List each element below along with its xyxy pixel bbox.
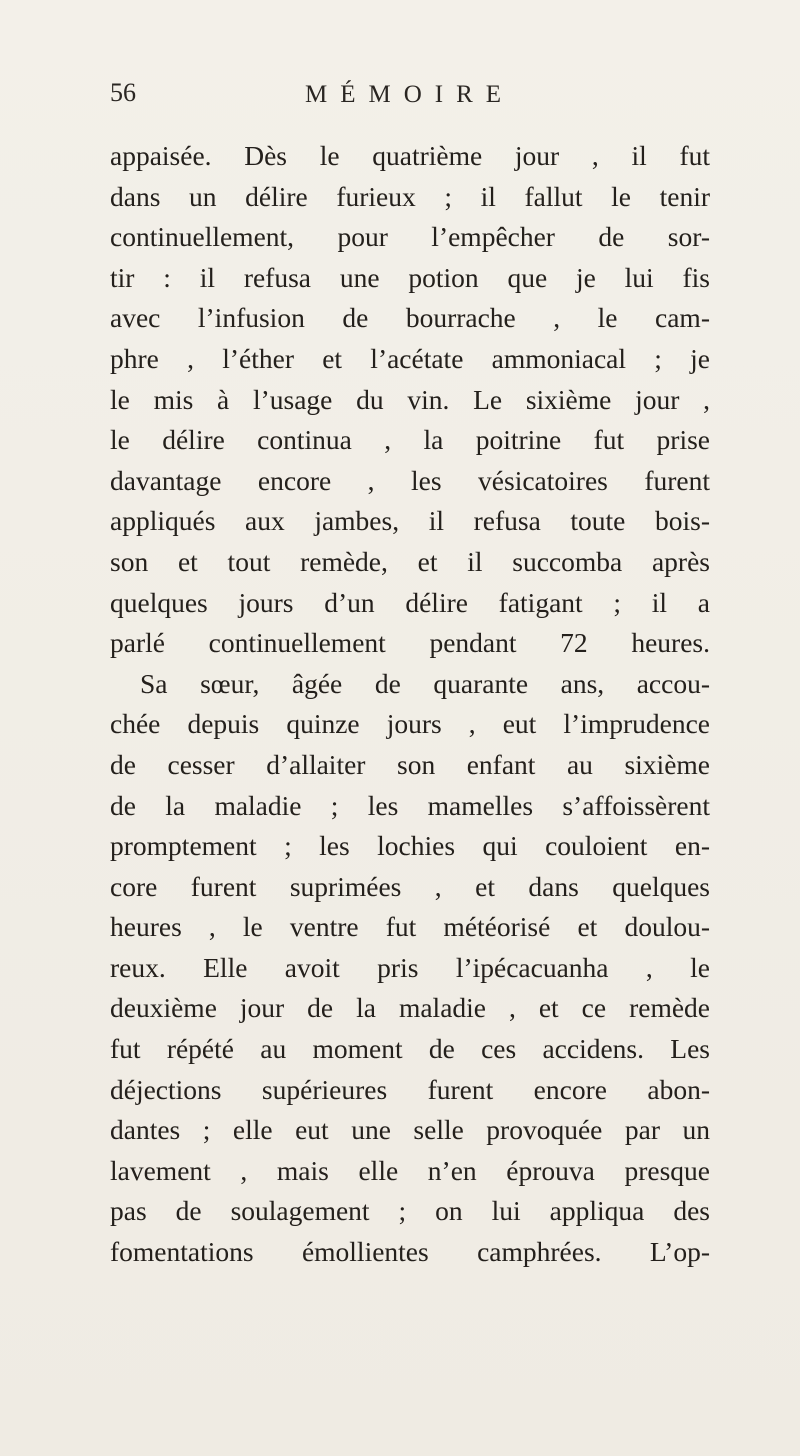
page-header <box>110 78 710 118</box>
text-line: appliqués aux jambes, il refusa toute bois- <box>110 505 710 537</box>
text-line: lavement , mais elle n’en éprouva presque <box>110 1154 710 1186</box>
text-line: deuxième jour de la maladie , et ce remède <box>110 992 710 1024</box>
text-line: chée depuis quinze jours , eut l’imprudence <box>110 708 710 740</box>
text-line: dans un délire furieux ; il fallut le tenir <box>110 180 710 212</box>
text-line: le mis à l’usage du vin. Le sixième jour , <box>110 383 710 415</box>
text-line: parlé continuellement pendant 72 heures. <box>110 627 710 659</box>
text-line: core furent suprimées , et dans quelques <box>110 870 710 902</box>
running-title: MÉMOIRE <box>305 81 515 108</box>
text-line: heures , le ventre fut météorisé et doulou- <box>110 911 710 943</box>
body-text <box>110 136 710 1273</box>
text-line: son et tout remède, et il succomba après <box>110 545 710 577</box>
text-line: fomentations émollientes camphrées. L’op- <box>110 1236 710 1268</box>
text-line: déjections supérieures furent encore abon- <box>110 1073 710 1105</box>
text-line: tir : il refusa une potion que je lui fis <box>110 261 710 293</box>
text-line: continuellement, pour l’empêcher de sor- <box>110 221 710 253</box>
text-line: appaisée. Dès le quatrième jour , il fut <box>110 140 710 171</box>
text-line: dantes ; elle eut une selle provoquée par un <box>110 1114 710 1146</box>
text-line: promptement ; les lochies qui couloient en- <box>110 830 710 862</box>
text-line: pas de soulagement ; on lui appliqua des <box>110 1195 710 1227</box>
text-line: avec l’infusion de bourrache , le cam- <box>110 302 710 334</box>
text-line: quelques jours d’un délire fatigant ; il a <box>110 586 710 618</box>
text-line: fut répété au moment de ces accidens. Les <box>110 1033 710 1065</box>
paragraph-start-line: Sa sœur, âgée de quarante ans, accou- <box>140 667 710 699</box>
text-line: phre , l’éther et l’acétate ammoniacal ; je <box>110 342 710 374</box>
text-line: le délire continua , la poitrine fut prise <box>110 424 710 456</box>
page-number: 56 <box>110 78 136 107</box>
text-line: davantage encore , les vésicatoires furent <box>110 464 710 496</box>
text-line: reux. Elle avoit pris l’ipécacuanha , le <box>110 951 710 983</box>
text-line: de la maladie ; les mamelles s’affoissèrent <box>110 789 710 821</box>
text-line: de cesser d’allaiter son enfant au sixième <box>110 748 710 780</box>
